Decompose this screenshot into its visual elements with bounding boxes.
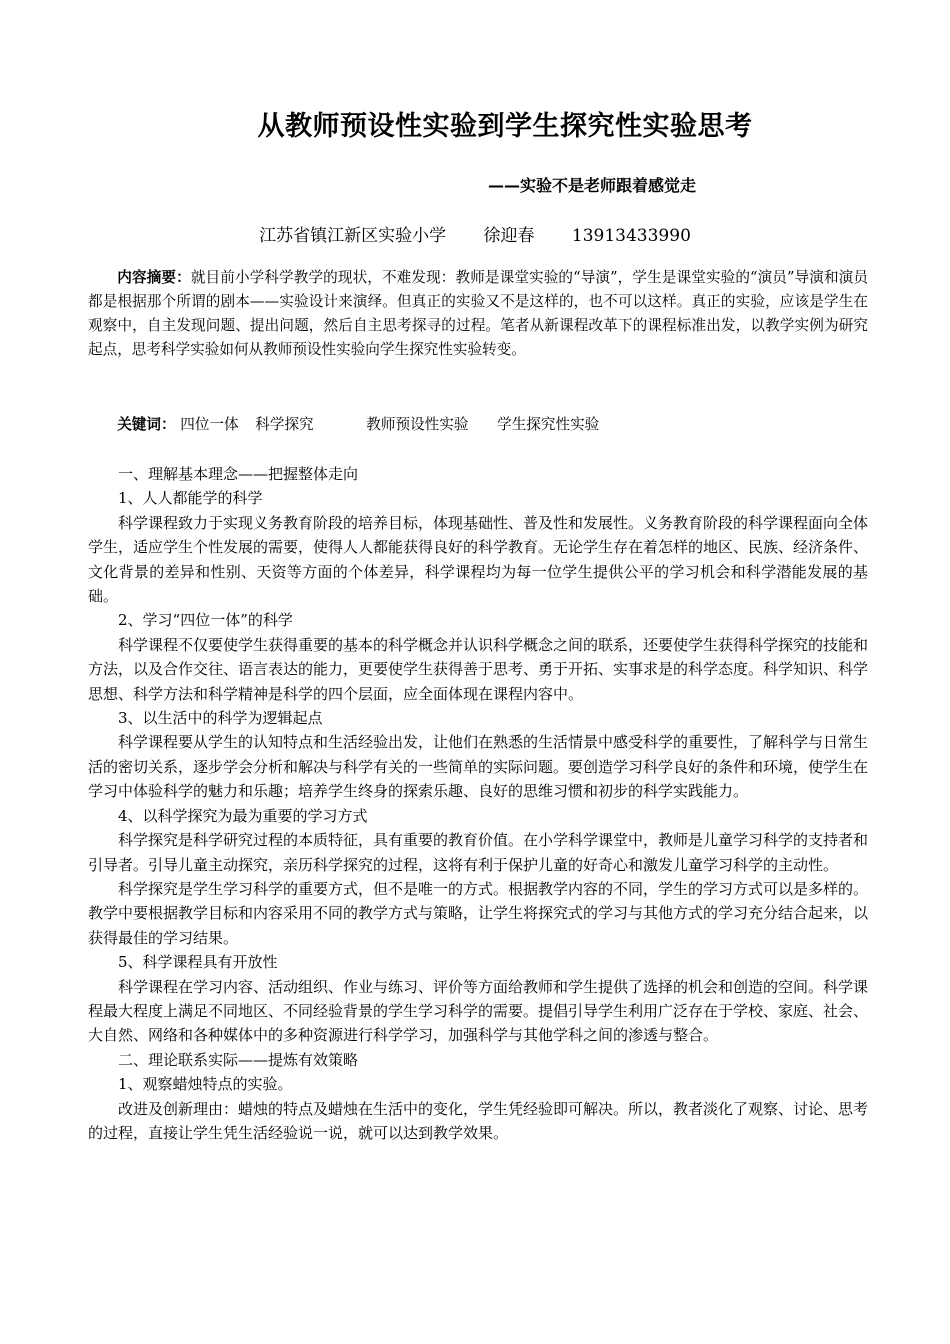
abstract	[88, 266, 868, 362]
author-name: 徐迎春	[483, 226, 535, 246]
keywords	[88, 413, 611, 437]
paragraph: 科学探究是科学研究过程的本质特征，具有重要的教育价值。在小学科学课堂中，教师是儿童学习科学的支持者和引导者。引导儿童主动探究，亲历科学探究的过程，这将有利于保护儿童的好奇心和激发儿童学习科学的主动性。	[88, 831, 869, 874]
subsection-heading: 5、科学课程具有开放性	[118, 953, 278, 972]
subsection-heading: 1、观察蜡烛特点的实验。	[118, 1075, 293, 1094]
paragraph: 科学课程在学习内容、活动组织、作业与练习、评价等方面给教师和学生提供了选择的机会和创造的空间。科学课程最大程度上满足不同地区、不同经验背景的学生学习科学的需要。提倡引导学生利用广泛存在于学校、家庭、社会、大自然、网络和各种媒体中的多种资源进行科学学习，加强科学与其他学科之间的渗透与整合。	[88, 977, 869, 1045]
keyword: 学生探究性实验	[497, 416, 600, 433]
paragraph: 科学探究是学生学习科学的重要方式，但不是唯一的方式。根据教学内容的不同，学生的学习方式可以是多样的。教学中要根据教学目标和内容采用不同的教学方式与策略，让学生将探究式的学习与其他方式的学习充分结合起来，以获得最佳的学习结果。	[88, 879, 869, 947]
page-subtitle: ——实验不是老师跟着感觉走	[488, 176, 697, 195]
keyword: 四位一体	[180, 416, 239, 433]
section-heading: 一、理解基本理念——把握整体走向	[118, 465, 359, 483]
subsection-heading: 1、人人都能学的科学	[118, 489, 263, 508]
subsection-heading: 2、学习“四位一体”的科学	[118, 611, 293, 630]
abstract-text: 就目前小学科学教学的现状，不难发现：教师是课堂实验的“导演”，学生是课堂实验的“演员”导演和演员都是根据那个所谓的剧本——实验设计来演绎。但真正的实验又不是这样的，也不可以这样。真正的实验，应该是学生在观察中，自主发现问题、提出问题，然后自主思考探寻的过程。笔者从新课程改革下的课程标准出发，以教学实例为研究起点，思考科学实验如何从教师预设性实验向学生探究性实验转变。	[88, 269, 868, 358]
section-heading: 二、理论联系实际——提炼有效策略	[118, 1050, 359, 1069]
paragraph: 科学课程致力于实现义务教育阶段的培养目标，体现基础性、普及性和发展性。义务教育阶段的科学课程面向全体学生，适应学生个性发展的需要，使得人人都能获得良好的科学教育。无论学生存在着怎样的地区、民族、经济条件、文化背景的差异和性别、天资等方面的个体差异，科学课程均为每一位学生提供公平的学习机会和科学潜能发展的基础。	[88, 513, 869, 606]
paragraph: 改进及创新理由：蜡烛的特点及蜡烛在生活中的变化，学生凭经验即可解决。所以，教者淡化了观察、讨论、思考的过程，直接让学生凭生活经验说一说，就可以达到教学效果。	[88, 1099, 869, 1142]
subsection-heading: 3、以生活中的科学为逻辑起点	[118, 709, 323, 728]
paragraph: 科学课程不仅要使学生获得重要的基本的科学概念并认识科学概念之间的联系，还要使学生获得科学探究的技能和方法，以及合作交往、语言表达的能力，更要使学生获得善于思考、勇于开拓、实事求是的科学态度。科学知识、科学思想、科学方法和科学精神是科学的四个层面，应全面体现在课程内容中。	[88, 635, 869, 703]
abstract-label: 内容摘要：	[117, 269, 191, 286]
author-line	[0, 221, 950, 246]
keyword: 科学探究	[255, 416, 314, 433]
author-phone: 13913433990	[571, 226, 691, 246]
document-body	[88, 462, 868, 1145]
page-title: 从教师预设性实验到学生探究性实验思考	[257, 111, 753, 142]
author-school: 江苏省镇江新区实验小学	[259, 226, 447, 246]
paragraph: 科学课程要从学生的认知特点和生活经验出发，让他们在熟悉的生活情景中感受科学的重要性，了解科学与日常生活的密切关系，逐步学会分析和解决与科学有关的一些简单的实际问题。要创造学习科学良好的条件和环境，使学生在学习中体验科学的魅力和乐趣；培养学生终身的探索乐趣、良好的思维习惯和初步的科学实践能力。	[88, 733, 869, 801]
keywords-label: 关键词：	[117, 416, 176, 433]
subsection-heading: 4、以科学探究为最为重要的学习方式	[118, 806, 368, 825]
keyword: 教师预设性实验	[366, 416, 469, 433]
